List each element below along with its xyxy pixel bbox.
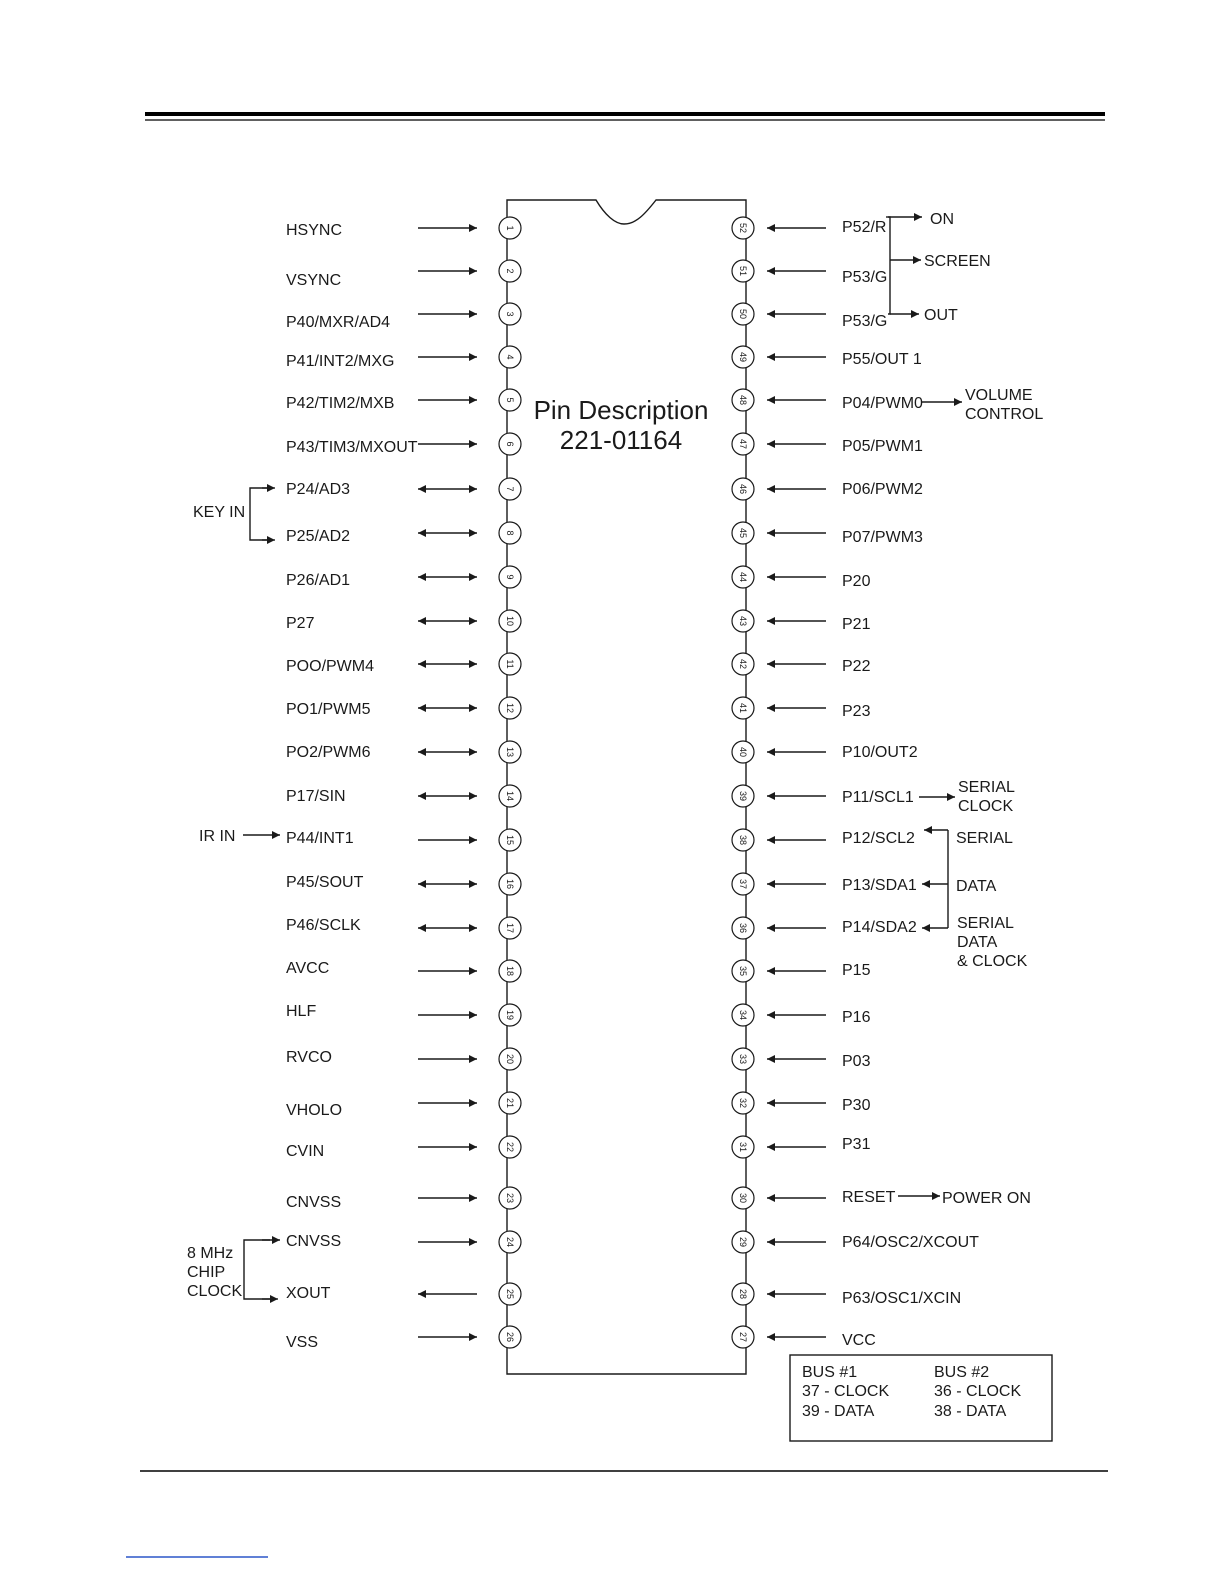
pin-label: P27 <box>286 615 315 632</box>
ir-in-annotation <box>199 828 280 845</box>
pin-number: 23 <box>505 1192 515 1204</box>
left-pin <box>286 1092 521 1119</box>
power-on-annotation <box>898 1190 1031 1207</box>
pin-label: P10/OUT2 <box>842 744 918 761</box>
pin-number: 33 <box>738 1053 748 1065</box>
pin-label: HLF <box>286 1003 317 1020</box>
right-pin <box>732 389 923 412</box>
right-pin <box>732 829 915 851</box>
right-pin <box>732 566 871 590</box>
bus-table <box>790 1355 1052 1441</box>
left-pin <box>286 1283 521 1305</box>
pin-number: 42 <box>738 658 748 670</box>
pin-label: XOUT <box>286 1285 331 1302</box>
pin-number: 27 <box>738 1331 748 1343</box>
pin-number: 18 <box>505 965 515 977</box>
left-pin <box>286 785 521 807</box>
pin-label: P55/OUT 1 <box>842 351 922 368</box>
left-pin <box>286 1326 521 1351</box>
pin-number: 3 <box>505 311 515 317</box>
right-pin <box>732 785 914 807</box>
pin-label: VCC <box>842 1332 876 1349</box>
bus2-clock: 36 - CLOCK <box>934 1383 1022 1400</box>
right-pin <box>732 478 923 500</box>
pin-number: 12 <box>505 702 515 714</box>
bus1-data: 39 - DATA <box>802 1403 875 1420</box>
serial-data-clock-label-2: DATA <box>957 934 998 951</box>
left-pins <box>286 217 521 1351</box>
right-pin <box>732 1326 876 1349</box>
pin-number: 7 <box>505 486 515 492</box>
pin-number: 13 <box>505 746 515 758</box>
pin-label: P17/SIN <box>286 788 346 805</box>
pin-label: PO2/PWM6 <box>286 744 371 761</box>
pin-label: VHOLO <box>286 1102 343 1119</box>
left-pin <box>286 389 521 412</box>
chip-title-line1: Pin Description <box>533 395 709 425</box>
pin-label: RESET <box>842 1189 896 1206</box>
serial-data-clock-label-3: & CLOCK <box>957 953 1028 970</box>
serial-clock-label-1: SERIAL <box>958 779 1015 796</box>
pin-number: 34 <box>738 1009 748 1021</box>
pin-label: PO1/PWM5 <box>286 701 371 718</box>
bus1-clock: 37 - CLOCK <box>802 1383 890 1400</box>
power-on-label: POWER ON <box>942 1190 1031 1207</box>
pin-number: 46 <box>738 483 748 495</box>
right-pin <box>732 1283 961 1307</box>
right-pin <box>732 522 923 546</box>
pin-label: P04/PWM0 <box>842 395 923 412</box>
pin-label: P52/R <box>842 219 887 236</box>
pin-label: P53/G <box>842 313 888 330</box>
pin-number: 48 <box>738 394 748 406</box>
bus1-title: BUS #1 <box>802 1364 858 1381</box>
out-label: OUT <box>924 307 958 324</box>
pin-number: 16 <box>505 878 515 890</box>
left-pin <box>286 522 521 545</box>
pin-number: 30 <box>738 1192 748 1204</box>
right-pin <box>732 873 917 895</box>
pin-label: P24/AD3 <box>286 481 351 498</box>
pin-label: P63/OSC1/XCIN <box>842 1290 962 1307</box>
right-pin <box>732 653 871 675</box>
right-pin <box>732 610 871 633</box>
right-pin <box>732 1092 871 1114</box>
right-pin <box>732 1004 871 1026</box>
pin-number: 39 <box>738 790 748 802</box>
pin-label: P07/PWM3 <box>842 529 923 546</box>
right-pin <box>732 1187 896 1209</box>
left-pin <box>286 1187 521 1211</box>
right-pin <box>732 917 917 939</box>
pin-number: 4 <box>505 354 515 360</box>
pin-number: 11 <box>505 659 515 669</box>
pin-label: CNVSS <box>286 1194 342 1211</box>
pin-number: 31 <box>738 1141 748 1153</box>
left-pin <box>286 566 521 589</box>
pin-number: 6 <box>505 441 515 447</box>
left-pin <box>286 1003 521 1026</box>
right-pin <box>732 260 887 286</box>
pin-number: 20 <box>505 1053 515 1065</box>
pin-number: 35 <box>738 965 748 977</box>
left-pin <box>286 1136 521 1160</box>
pin-number: 25 <box>505 1288 515 1300</box>
pin-label: P45/SOUT <box>286 874 364 891</box>
left-pin <box>286 697 521 719</box>
bus2-title: BUS #2 <box>934 1364 990 1381</box>
pin-label: AVCC <box>286 960 330 977</box>
pin-label: P40/MXR/AD4 <box>286 314 391 331</box>
pin-label: P06/PWM2 <box>842 481 923 498</box>
left-pin <box>286 741 521 763</box>
pin-number: 5 <box>505 397 515 403</box>
pin-label: P26/AD1 <box>286 572 351 589</box>
pin-number: 51 <box>738 265 748 277</box>
pin-number: 36 <box>738 922 748 934</box>
bus2-data: 38 - DATA <box>934 1403 1007 1420</box>
chip-clock-label-1: 8 MHz <box>187 1245 234 1262</box>
pin-number: 47 <box>738 438 748 450</box>
right-pin <box>732 1136 871 1158</box>
pin-number: 50 <box>738 308 748 320</box>
pin-number: 22 <box>505 1141 515 1153</box>
pin-label: CVIN <box>286 1143 325 1160</box>
left-pin <box>286 1231 521 1253</box>
pin-number: 14 <box>505 790 515 802</box>
pin-number: 38 <box>738 834 748 846</box>
pin-label: HSYNC <box>286 222 343 239</box>
right-pin <box>732 217 886 239</box>
pin-number: 1 <box>505 225 515 231</box>
left-pin <box>286 917 521 939</box>
left-pin <box>286 1048 521 1070</box>
key-in-annotation <box>193 488 275 540</box>
pin-number: 9 <box>505 574 515 580</box>
pin-label: VSYNC <box>286 272 342 289</box>
left-pin <box>286 960 521 982</box>
screen-label: SCREEN <box>924 253 991 270</box>
pin-number: 19 <box>505 1009 515 1021</box>
pin-label: P42/TIM2/MXB <box>286 395 395 412</box>
left-pin <box>286 829 521 851</box>
left-pin <box>286 653 521 675</box>
pin-label: P21 <box>842 616 871 633</box>
volume-label-1: VOLUME <box>965 387 1033 404</box>
pin-number: 40 <box>738 746 748 758</box>
pin-label: P12/SCL2 <box>842 830 915 847</box>
right-pin <box>732 1231 979 1253</box>
pin-label: POO/PWM4 <box>286 658 375 675</box>
pin-label: P44/INT1 <box>286 830 354 847</box>
pin-number: 37 <box>738 878 748 890</box>
serial-clock-label-2: CLOCK <box>958 798 1014 815</box>
left-pin <box>286 610 521 632</box>
pin-number: 41 <box>738 702 748 714</box>
pin-number: 2 <box>505 268 515 274</box>
left-pin <box>286 478 521 500</box>
pin-label: P05/PWM1 <box>842 438 923 455</box>
pin-number: 8 <box>505 530 515 536</box>
pin-label: P11/SCL1 <box>842 789 914 806</box>
pin-number: 43 <box>738 615 748 627</box>
pin-label: P22 <box>842 658 871 675</box>
pin-number: 15 <box>505 834 515 846</box>
chip-body <box>507 200 746 1374</box>
pin-number: 49 <box>738 351 748 363</box>
pin-number: 45 <box>738 527 748 539</box>
pin-label: P13/SDA1 <box>842 877 917 894</box>
pin-label: P31 <box>842 1136 871 1153</box>
key-in-bracket <box>250 488 272 540</box>
pin-label: P16 <box>842 1009 871 1026</box>
right-pin <box>732 697 871 720</box>
pin-number: 21 <box>505 1097 515 1109</box>
pin-label: P20 <box>842 573 871 590</box>
pin-label: P30 <box>842 1097 871 1114</box>
pin-number: 26 <box>505 1331 515 1343</box>
data-label: DATA <box>956 878 997 895</box>
serial-label: SERIAL <box>956 830 1013 847</box>
pin-label: RVCO <box>286 1049 332 1066</box>
pin-label: CNVSS <box>286 1233 342 1250</box>
pin-label: P15 <box>842 962 871 979</box>
chip-clock-label-2: CHIP <box>187 1264 226 1281</box>
pin-number: 10 <box>505 615 515 627</box>
pin-label: VSS <box>286 1334 319 1351</box>
pin-number: 44 <box>738 571 748 583</box>
left-pin <box>286 303 521 331</box>
left-pin <box>286 873 521 895</box>
right-pin <box>732 303 887 330</box>
rgb-annotation <box>886 211 991 324</box>
left-pin <box>286 433 521 456</box>
pin-label: P46/SCLK <box>286 917 361 934</box>
pin-number: 29 <box>738 1236 748 1248</box>
serial-data-annotation <box>922 830 1028 970</box>
pin-label: P64/OSC2/XCOUT <box>842 1234 979 1251</box>
pin-label: P43/TIM3/MXOUT <box>286 439 418 456</box>
right-pins <box>732 217 979 1349</box>
volume-label-2: CONTROL <box>965 406 1044 423</box>
left-pin <box>286 260 521 289</box>
pin-label: P03 <box>842 1053 871 1070</box>
right-pin <box>732 346 922 368</box>
right-pin <box>732 1048 871 1070</box>
right-pin <box>732 960 871 982</box>
pin-number: 24 <box>505 1236 515 1248</box>
volume-annotation <box>921 387 1043 423</box>
left-pin <box>286 346 521 370</box>
chip-clock-label-3: CLOCK <box>187 1283 243 1300</box>
right-pin <box>732 433 923 455</box>
ir-in-label: IR IN <box>199 828 236 845</box>
pin-number: 28 <box>738 1288 748 1300</box>
right-pin <box>732 741 918 763</box>
chip-clock-bracket <box>244 1240 270 1299</box>
chip-title-line2: 221-01164 <box>559 425 683 455</box>
pin-label: P25/AD2 <box>286 528 351 545</box>
pin-number: 32 <box>738 1097 748 1109</box>
pin-label: P53/G <box>842 269 888 286</box>
on-label: ON <box>930 211 954 228</box>
pin-label: P41/INT2/MXG <box>286 353 395 370</box>
pin-label: P23 <box>842 703 871 720</box>
left-pin <box>286 217 521 239</box>
pin-label: P14/SDA2 <box>842 919 917 936</box>
key-in-label: KEY IN <box>193 504 246 521</box>
serial-data-clock-label-1: SERIAL <box>957 915 1014 932</box>
pin-number: 52 <box>738 222 748 234</box>
pin-number: 17 <box>505 922 515 934</box>
rgb-bracket <box>888 217 890 314</box>
serial-clock-annotation <box>919 779 1015 815</box>
chip-clock-annotation <box>187 1240 280 1300</box>
